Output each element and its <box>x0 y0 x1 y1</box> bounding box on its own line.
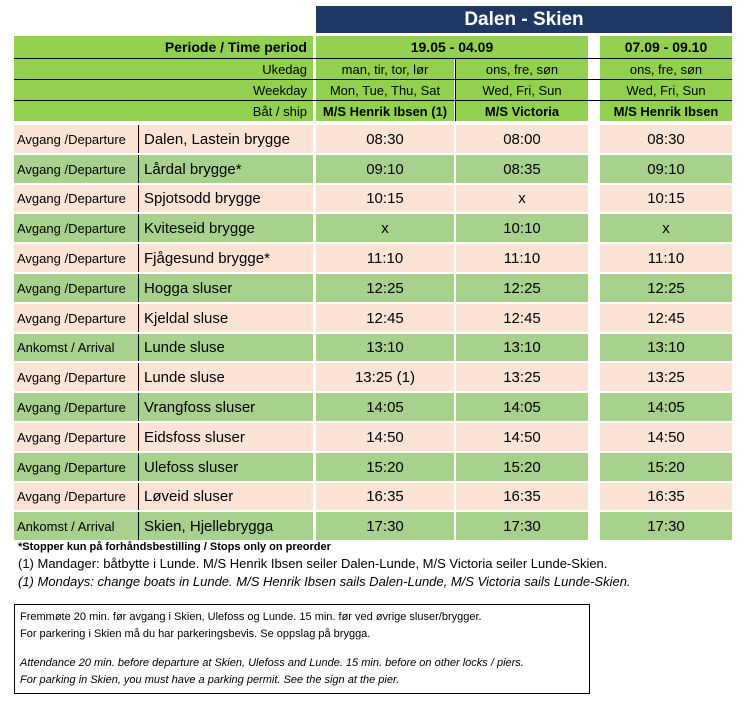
ukedag-col3: ons, fre, søn <box>600 59 732 79</box>
row-time-col1: 09:10 <box>316 155 454 183</box>
row-divider <box>138 244 139 272</box>
weekday-col2: Wed, Fri, Sun <box>456 80 588 100</box>
row-type: Avgang /Departure <box>14 244 138 272</box>
row-stop: Eidsfoss sluser <box>139 423 313 451</box>
row-divider <box>138 512 139 540</box>
ship-col3: M/S Henrik Ibsen <box>600 101 732 121</box>
row-type: Ankomst / Arrival <box>14 334 138 361</box>
row-stop: Ulefoss sluser <box>139 453 313 481</box>
weekday-col1: Mon, Tue, Thu, Sat <box>316 80 454 100</box>
row-time-col3: 13:10 <box>600 334 732 361</box>
row-time-col3: 15:20 <box>600 453 732 481</box>
weekday-label: Weekday <box>14 80 313 100</box>
row-time-col1: 08:30 <box>316 125 454 153</box>
row-divider <box>138 453 139 481</box>
row-time-col2: 16:35 <box>456 483 588 510</box>
row-type: Avgang /Departure <box>14 483 138 510</box>
ship-label: Båt / ship <box>14 101 313 121</box>
row-type: Avgang /Departure <box>14 363 138 391</box>
ukedag-col2: ons, fre, søn <box>456 59 588 79</box>
row-time-col1: 13:25 (1) <box>316 363 454 391</box>
info-line-1: Fremmøte 20 min. før avgang i Skien, Ulefoss og Lunde. 15 min. før ved øvrige sluser/brygger. <box>20 611 482 623</box>
row-stop: Hogga sluser <box>139 274 313 302</box>
row-time-col3: 09:10 <box>600 155 732 183</box>
row-type: Avgang /Departure <box>14 185 138 212</box>
timetable-title: Dalen - Skien <box>316 6 732 33</box>
row-type: Avgang /Departure <box>14 274 138 302</box>
row-stop: Lunde sluse <box>139 363 313 391</box>
row-time-col2: 13:25 <box>456 363 588 391</box>
row-divider <box>138 185 139 212</box>
row-time-col2: 13:10 <box>456 334 588 361</box>
row-type: Avgang /Departure <box>14 453 138 481</box>
period-label: Periode / Time period <box>14 36 313 58</box>
row-type: Avgang /Departure <box>14 423 138 451</box>
row-stop: Skien, Hjellebrygga <box>139 512 313 540</box>
row-stop: Kjeldal sluse <box>139 304 313 332</box>
row-time-col3: 08:30 <box>600 125 732 153</box>
row-type: Avgang /Departure <box>14 155 138 183</box>
row-time-col3: x <box>600 214 732 242</box>
row-time-col1: 14:05 <box>316 393 454 421</box>
row-time-col2: 11:10 <box>456 244 588 272</box>
row-time-col2: 12:45 <box>456 304 588 332</box>
row-time-col1: 14:50 <box>316 423 454 451</box>
row-type: Avgang /Departure <box>14 214 138 242</box>
info-line-3: Attendance 20 min. before departure at Skien, Ulefoss and Lunde. 15 min. before on other locks / piers. <box>20 657 524 669</box>
row-time-col3: 12:25 <box>600 274 732 302</box>
row-divider <box>138 363 139 391</box>
row-stop: Fjågesund brygge* <box>139 244 313 272</box>
row-time-col1: 10:15 <box>316 185 454 212</box>
row-time-col3: 14:05 <box>600 393 732 421</box>
row-stop: Kviteseid brygge <box>139 214 313 242</box>
row-time-col2: 17:30 <box>456 512 588 540</box>
row-time-col3: 11:10 <box>600 244 732 272</box>
weekday-col3: Wed, Fri, Sun <box>600 80 732 100</box>
row-time-col3: 12:45 <box>600 304 732 332</box>
row-time-col1: 15:20 <box>316 453 454 481</box>
row-divider <box>138 304 139 332</box>
row-time-col1: 16:35 <box>316 483 454 510</box>
info-line-4: For parking in Skien, you must have a parking permit. See the sign at the pier. <box>20 674 400 686</box>
row-time-col3: 16:35 <box>600 483 732 510</box>
row-stop: Vrangfoss sluser <box>139 393 313 421</box>
row-time-col1: 12:45 <box>316 304 454 332</box>
row-time-col1: x <box>316 214 454 242</box>
row-divider <box>138 274 139 302</box>
row-divider <box>138 334 139 361</box>
row-divider <box>138 214 139 242</box>
preorder-note: *Stopper kun på forhåndsbestilling / Stops only on preorder <box>18 541 331 553</box>
row-time-col2: 14:50 <box>456 423 588 451</box>
row-stop: Lunde sluse <box>139 334 313 361</box>
row-divider <box>138 483 139 510</box>
row-stop: Spjotsodd brygge <box>139 185 313 212</box>
row-stop: Løveid sluser <box>139 483 313 510</box>
row-time-col2: x <box>456 185 588 212</box>
row-time-col2: 14:05 <box>456 393 588 421</box>
ukedag-label: Ukedag <box>14 59 313 79</box>
row-type: Ankomst / Arrival <box>14 512 138 540</box>
row-time-col2: 08:00 <box>456 125 588 153</box>
row-stop: Lårdal brygge* <box>139 155 313 183</box>
period-summer: 19.05 - 04.09 <box>316 36 588 58</box>
row-type: Avgang /Departure <box>14 125 138 153</box>
info-line-2: For parkering i Skien må du har parkeringsbevis. Se oppslag på brygga. <box>20 628 371 640</box>
info-box <box>14 604 590 694</box>
row-time-col1: 17:30 <box>316 512 454 540</box>
row-type: Avgang /Departure <box>14 393 138 421</box>
ship-col2: M/S Victoria <box>456 101 588 121</box>
row-time-col3: 17:30 <box>600 512 732 540</box>
ukedag-col1: man, tir, tor, lør <box>316 59 454 79</box>
row-time-col1: 11:10 <box>316 244 454 272</box>
row-divider <box>138 125 139 153</box>
mondays-note-no: (1) Mandager: båtbytte i Lunde. M/S Henrik Ibsen seiler Dalen-Lunde, M/S Victoria seiler Lunde-Skien. <box>18 556 608 571</box>
row-time-col2: 10:10 <box>456 214 588 242</box>
ship-col1: M/S Henrik Ibsen (1) <box>316 101 454 121</box>
row-stop: Dalen, Lastein brygge <box>139 125 313 153</box>
row-time-col2: 15:20 <box>456 453 588 481</box>
row-time-col1: 12:25 <box>316 274 454 302</box>
row-time-col2: 08:35 <box>456 155 588 183</box>
row-type: Avgang /Departure <box>14 304 138 332</box>
row-divider <box>138 423 139 451</box>
row-divider <box>138 155 139 183</box>
row-divider <box>138 393 139 421</box>
row-time-col3: 10:15 <box>600 185 732 212</box>
row-time-col2: 12:25 <box>456 274 588 302</box>
row-time-col3: 14:50 <box>600 423 732 451</box>
mondays-note-en: (1) Mondays: change boats in Lunde. M/S Henrik Ibsen sails Dalen-Lunde, M/S Victoria sails Lunde-Skien. <box>18 574 631 589</box>
row-time-col1: 13:10 <box>316 334 454 361</box>
period-autumn: 07.09 - 09.10 <box>600 36 732 58</box>
row-time-col3: 13:25 <box>600 363 732 391</box>
